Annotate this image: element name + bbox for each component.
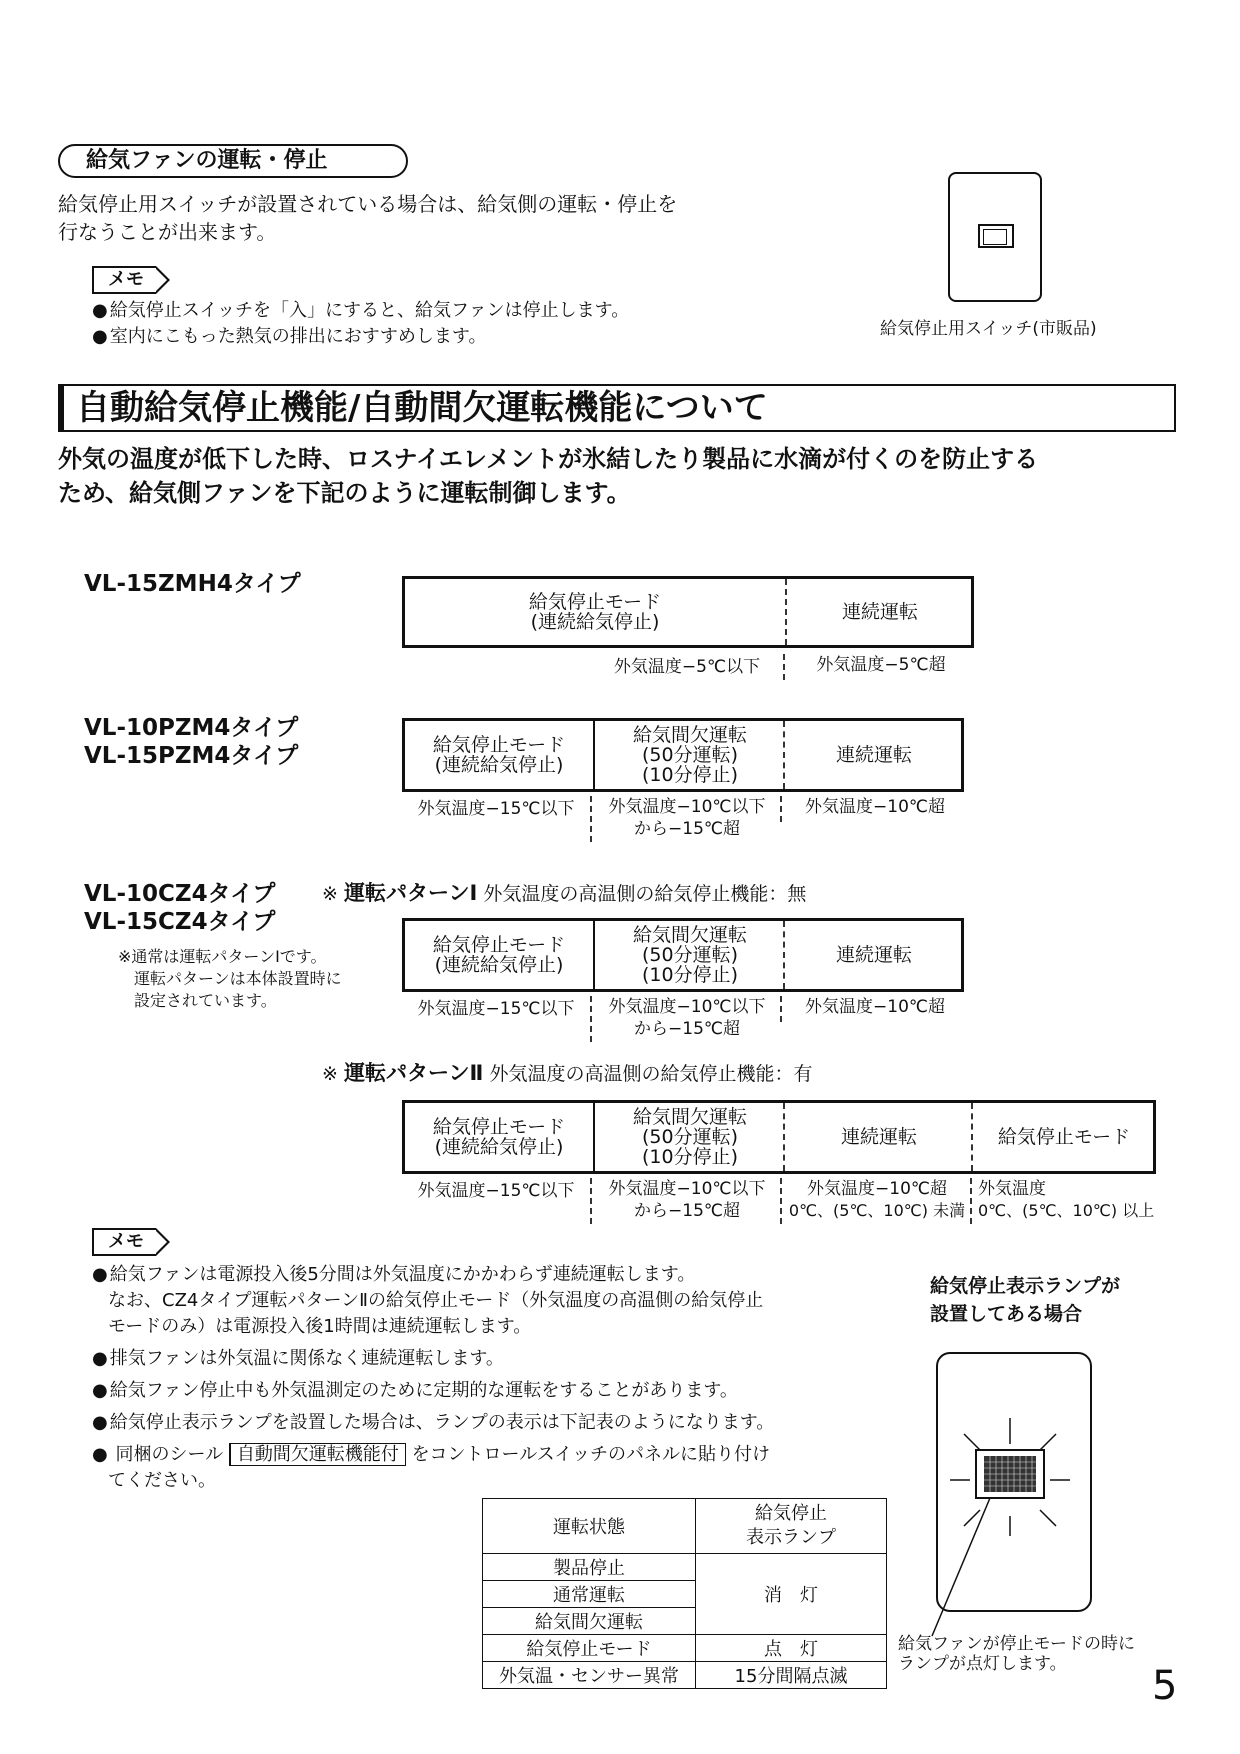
cz1-intermittent: [593, 921, 785, 989]
memo-item: ● 排気ファンは外気温に関係なく連続運転します。: [92, 1346, 892, 1372]
mode-sublabel: (連続給気停止): [434, 1136, 564, 1158]
cz2-cond-2: [590, 1178, 782, 1224]
memo-item-cont: モードのみ）は電源投入後1時間は連続運転します。: [108, 1316, 532, 1337]
supply-stop-switch-illustration: [948, 172, 1042, 302]
mode-sublabel: (連続給気停止): [434, 754, 564, 776]
cz-note-line: 設定されています。: [134, 991, 277, 1010]
table-cell: 給気停止モード: [483, 1635, 696, 1662]
table-cell: 15分間隔点滅: [696, 1662, 887, 1689]
cz1-continuous: 連続運転: [783, 921, 963, 989]
model-cz: [84, 880, 275, 936]
pattern-name: 運転パターンⅡ: [343, 1061, 484, 1085]
memo-item: ● 給気停止スイッチを「入」にすると、給気ファンは停止します。: [92, 298, 629, 324]
zmh-continuous: 連続運転: [785, 579, 973, 645]
mode-label: 給気間欠運転: [632, 1106, 747, 1128]
memo-item: ● 給気ファン停止中も外気温測定のために定期的な運転をすることがあります。: [92, 1378, 892, 1404]
cz2-cond-4: [970, 1178, 1160, 1224]
mode-sublabel: (50分運転): [641, 944, 738, 966]
intro-line-2: 行なうことが出来ます。: [58, 220, 277, 244]
cond-line: 外気温度: [978, 1179, 1046, 1199]
mode-label: 給気停止モード: [528, 591, 662, 613]
pattern-desc: 外気温度の高温側の給気停止機能：無: [483, 883, 807, 905]
table-cell: 消 灯: [696, 1554, 887, 1635]
mode-label: 給気停止モード: [432, 734, 566, 756]
lamp-caption-line: 給気ファンが停止モードの時に: [898, 1634, 1135, 1654]
mode-label: 給気間欠運転: [632, 724, 747, 746]
cz-note-line: ※通常は運転パターンⅠです。: [118, 947, 327, 966]
cz1-cond-1: 外気温度−15℃以下: [417, 999, 575, 1019]
lamp-heading-line: 給気停止表示ランプが: [930, 1275, 1121, 1297]
cond-line: 外気温度−10℃以下: [608, 797, 766, 817]
mode-sublabel: (10分停止): [641, 764, 738, 786]
memo-item: ● 給気ファンは電源投入後5分間は外気温度にかかわらず連続運転します。: [92, 1262, 892, 1288]
pattern-1-heading: [322, 880, 806, 907]
mode-label: 給気停止モード: [432, 1116, 566, 1138]
memo-item: ● 給気停止表示ランプを設置した場合は、ランプの表示は下記表のようになります。: [92, 1410, 892, 1436]
pattern-2-heading: [322, 1060, 812, 1087]
intro-line-1: 給気停止用スイッチが設置されている場合は、給気側の運転・停止を: [58, 192, 678, 216]
pattern-desc: 外気温度の高温側の給気停止機能：有: [489, 1063, 813, 1085]
section-title: 自動給気停止機能/自動間欠運転機能について: [58, 384, 1176, 432]
page-number: 5: [1152, 1663, 1178, 1709]
memo-label: メモ: [108, 1231, 144, 1252]
switch-button-icon: [978, 224, 1014, 248]
cond-line: から−15℃超: [634, 1201, 740, 1221]
memo-item-cont: なお、CZ4タイプ運転パターンⅡの給気停止モード（外気温度の高温側の給気停止: [108, 1290, 764, 1311]
cz1-stop-mode: [405, 921, 593, 989]
cz1-cond-3: 外気温度−10℃超: [780, 996, 968, 1022]
table-cell: 外気温・センサー異常: [483, 1662, 696, 1689]
cz2-cond-3: [780, 1178, 972, 1224]
table-row: [483, 1662, 887, 1689]
mode-label: 給気間欠運転: [632, 924, 747, 946]
table-cell: 点 灯: [696, 1635, 887, 1662]
pattern-mark: ※: [322, 1063, 338, 1085]
pzm-stop-mode: [405, 721, 593, 789]
pzm-cond-1: 外気温度−15℃以下: [417, 799, 575, 819]
cond-line: 外気温度−10℃以下: [608, 1179, 766, 1199]
pzm-cond-2: [590, 796, 782, 842]
pattern-mark: ※: [322, 883, 338, 905]
lit-lamp-icon: [930, 1400, 1090, 1640]
model-cz-1: VL-10CZ4タイプ: [84, 881, 276, 907]
zmh-stop-mode: [405, 579, 785, 645]
table-cell: 製品停止: [483, 1554, 696, 1581]
lamp-heading: [930, 1272, 1120, 1328]
cond-line: から−15℃超: [634, 819, 740, 839]
model-cz-2: VL-15CZ4タイプ: [84, 909, 276, 935]
mode-label: 給気停止モード: [432, 934, 566, 956]
table-row: [483, 1635, 887, 1662]
lamp-state-table: [482, 1498, 887, 1689]
lead-line-1: 外気の温度が低下した時、ロスナイエレメントが氷結したり製品に水滴が付くのを防止する: [58, 445, 1039, 473]
memo-label: メモ: [108, 269, 144, 290]
lead-line-2: ため、給気側ファンを下記のように運転制御します。: [58, 479, 631, 507]
table-cell: 通常運転: [483, 1581, 696, 1608]
memo-item: [92, 1442, 892, 1468]
memo-text: 同梱のシール: [115, 1444, 224, 1465]
cz-note-line: 運転パターンは本体設置時に: [134, 969, 342, 988]
intro-text: [58, 190, 677, 246]
memo-tag: [92, 266, 156, 294]
table-header: 運転状態: [483, 1499, 696, 1554]
cz2-stop-mode: [405, 1103, 593, 1171]
cz-note: [118, 946, 342, 1012]
mode-sublabel: (連続給気停止): [434, 954, 564, 976]
lead-text: [58, 442, 1188, 510]
cz2-stop-high: 給気停止モード: [971, 1103, 1155, 1171]
cond-line: から−15℃超: [634, 1019, 740, 1039]
memo-text: をコントロールスイッチのパネルに貼り付け: [411, 1444, 770, 1465]
cz2-continuous: 連続運転: [783, 1103, 973, 1171]
table-header: [696, 1499, 887, 1554]
memo-tag-2: [92, 1228, 156, 1256]
cz1-cond-2: [590, 996, 782, 1042]
zmh-mode-bar: [402, 576, 974, 648]
pzm-intermittent: [593, 721, 785, 789]
pzm-mode-bar: [402, 718, 964, 792]
model-zmh: VL-15ZMH4タイプ: [84, 571, 301, 597]
cz2-cond-1: 外気温度−15℃以下: [417, 1181, 575, 1201]
lamp-heading-line: 設置してある場合: [930, 1303, 1083, 1325]
cz2-mode-bar: [402, 1100, 1156, 1174]
cond-line: 外気温度−10℃超: [807, 1179, 947, 1199]
pzm-continuous: 連続運転: [783, 721, 963, 789]
pzm-cond-3: 外気温度−10℃超: [780, 796, 968, 822]
cond-line: 外気温度−10℃以下: [608, 997, 766, 1017]
seal-label: 自動間欠運転機能付: [229, 1443, 406, 1466]
model-pzm-1: VL-10PZM4タイプ: [84, 715, 299, 741]
table-row: [483, 1554, 887, 1581]
zmh-cond-2: 外気温度−5℃超: [783, 654, 977, 680]
lamp-caption-line: ランプが点灯します。: [898, 1654, 1067, 1674]
header-line: 給気停止: [755, 1503, 827, 1524]
memo-item-cont: てください。: [108, 1470, 216, 1491]
mode-sublabel: (50分運転): [641, 1126, 738, 1148]
cond-line: 0℃、(5℃、10℃) 未満: [788, 1201, 966, 1220]
memo-item: ● 室内にこもった熱気の排出におすすめします。: [92, 324, 629, 350]
header-line: 表示ランプ: [746, 1527, 836, 1548]
memo-list-2: [92, 1262, 892, 1494]
cond-line: 0℃、(5℃、10℃) 以上: [978, 1201, 1155, 1220]
memo-list-1: [92, 298, 629, 350]
pattern-name: 運転パターンⅠ: [343, 881, 478, 905]
cz2-intermittent: [593, 1103, 785, 1171]
model-pzm: [84, 714, 298, 770]
lamp-caption: [898, 1634, 1135, 1674]
table-row: [483, 1499, 887, 1554]
mode-sublabel: (10分停止): [641, 1146, 738, 1168]
mode-sublabel: (50分運転): [641, 744, 738, 766]
mode-sublabel: (10分停止): [641, 964, 738, 986]
cz1-mode-bar: [402, 918, 964, 992]
fan-operation-heading: 給気ファンの運転・停止: [58, 144, 408, 178]
zmh-cond-1: 外気温度−5℃以下: [613, 657, 761, 677]
switch-caption: 給気停止用スイッチ(市販品): [880, 319, 1097, 339]
mode-sublabel: (連続給気停止): [530, 611, 660, 633]
table-cell: 給気間欠運転: [483, 1608, 696, 1635]
model-pzm-2: VL-15PZM4タイプ: [84, 743, 299, 769]
